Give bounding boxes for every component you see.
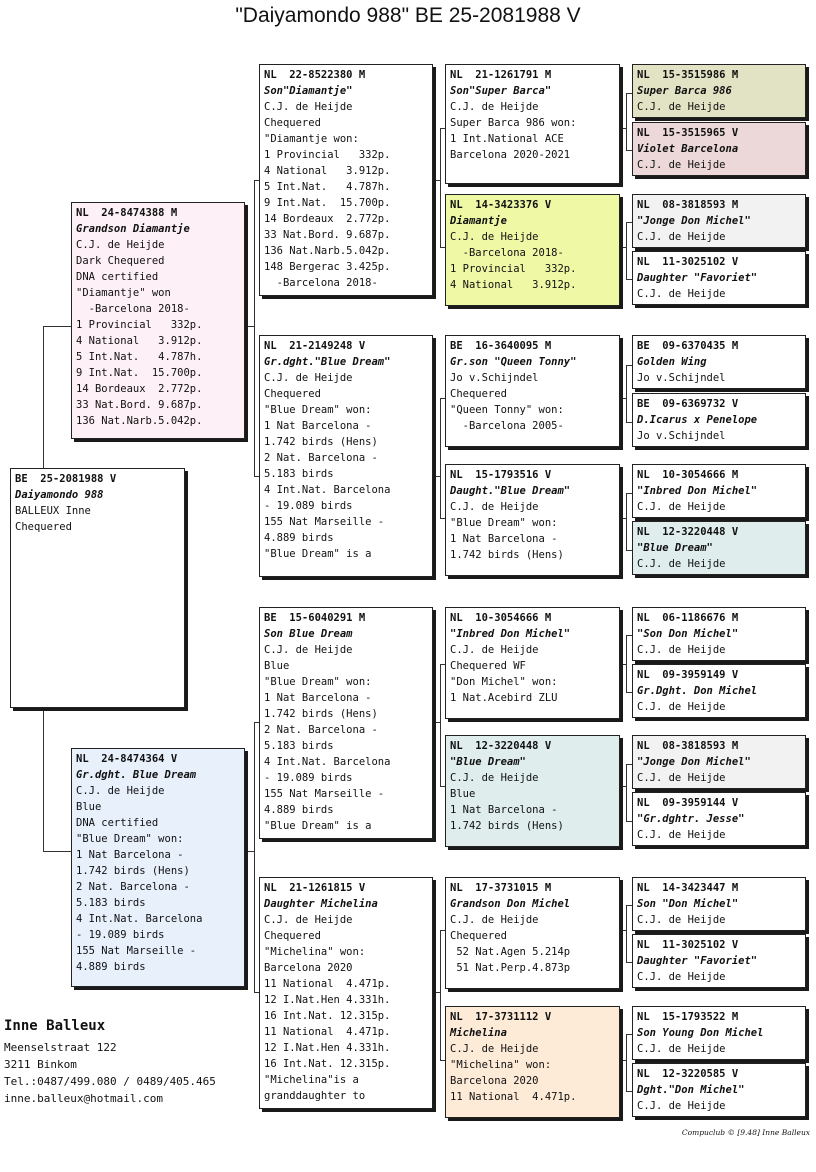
pedigree-title: "Daiyamondo 988" BE 25-2081988 V	[235, 4, 581, 27]
ring-number: BE 15-6040291 M	[264, 612, 366, 624]
pigeon-info-line: 2 Nat. Barcelona -	[264, 724, 378, 736]
ring-number: NL 21-1261815 V	[264, 882, 366, 894]
pigeon-info-line: 11 National 4.471p.	[264, 1026, 391, 1038]
pigeon-info-line: 1 Int.National ACE	[450, 133, 564, 145]
pigeon-card-mmf[interactable]	[445, 877, 620, 989]
ring-number: NL 08-3818593 M	[637, 740, 739, 752]
pigeon-name: Grandson Don Michel	[450, 898, 571, 910]
pigeon-info-line: C.J. de Heijde	[637, 101, 726, 113]
pigeon-info-line: - 19.089 birds	[264, 500, 353, 512]
pigeon-info-line: DNA certified	[76, 817, 159, 829]
pigeon-info-line: Jo v.Schijndel	[450, 372, 539, 384]
pigeon-name: Son"Diamantje"	[264, 85, 353, 97]
pigeon-info-line: C.J. de Heijde	[76, 239, 165, 251]
pigeon-name: "Jonge Don Michel"	[637, 215, 751, 227]
pigeon-info-line: 11 National 4.471p.	[450, 1091, 577, 1103]
pigeon-info-line: 16 Int.Nat. 12.315p.	[264, 1058, 391, 1070]
pigeon-info-line: - 19.089 birds	[76, 929, 165, 941]
pigeon-info-line: 1 Nat Barcelona -	[76, 849, 184, 861]
pigeon-info-line: 5 Int.Nat. 4.787h.	[76, 351, 203, 363]
pigeon-info-line: C.J. de Heijde	[450, 231, 539, 243]
pigeon-info-line: Blue	[264, 660, 290, 672]
ring-number: BE 25-2081988 V	[15, 473, 117, 485]
pigeon-info-line: 1.742 birds (Hens)	[264, 436, 378, 448]
ring-number: NL 15-3515986 M	[637, 69, 739, 81]
pigeon-name: Daiyamondo 988	[15, 489, 104, 501]
ring-number: BE 16-3640095 M	[450, 340, 552, 352]
pigeon-info-line: "Queen Tonny" won:	[450, 404, 564, 416]
pigeon-name: Grandson Diamantje	[76, 223, 190, 235]
pigeon-info-line: 1.742 birds (Hens)	[76, 865, 190, 877]
pigeon-info-line: 1 Provincial 332p.	[76, 319, 203, 331]
pigeon-card-subject[interactable]	[10, 468, 185, 708]
pigeon-info-line: 4 National 3.912p.	[76, 335, 203, 347]
pigeon-info-line: DNA certified	[76, 271, 159, 283]
pigeon-info-line: 1 Nat.Acebird ZLU	[450, 692, 558, 704]
pigeon-name: Son Blue Dream	[264, 628, 353, 640]
pigeon-info-line: 9 Int.Nat. 15.700p.	[76, 367, 203, 379]
pigeon-info-line: 1 Nat Barcelona -	[450, 804, 558, 816]
ring-number: NL 24-8474364 V	[76, 753, 178, 765]
pigeon-info-line: 4.889 birds	[264, 532, 334, 544]
pigeon-name: Daughter "Favoriet"	[637, 955, 758, 967]
footer-credit: Compuclub © [9.48] Inne Balleux	[681, 1128, 810, 1137]
pigeon-info-line: 1 Provincial 332p.	[264, 149, 391, 161]
pigeon-info-line: C.J. de Heijde	[637, 558, 726, 570]
pigeon-info-line: 2 Nat. Barcelona -	[76, 881, 190, 893]
pigeon-info-line: 4.889 birds	[76, 961, 146, 973]
ring-number: BE 09-6369732 V	[637, 398, 739, 410]
pigeon-name: Gr.Dght. Don Michel	[637, 685, 758, 697]
pigeon-info-line: C.J. de Heijde	[450, 644, 539, 656]
pigeon-info-line: 4 National 3.912p.	[450, 279, 577, 291]
ring-number: NL 06-1186676 M	[637, 612, 739, 624]
pigeon-name: Daught."Blue Dream"	[450, 485, 571, 497]
pigeon-info-line: 1 Nat Barcelona -	[450, 533, 558, 545]
pigeon-card-mff[interactable]	[445, 607, 620, 719]
pigeon-info-line: 1.742 birds (Hens)	[450, 820, 564, 832]
pigeon-name: D.Icarus x Penelope	[637, 414, 758, 426]
pigeon-info-line: Chequered	[450, 930, 507, 942]
pigeon-info-line: 11 National 4.471p.	[264, 978, 391, 990]
pigeon-name: Son "Don Michel"	[637, 898, 739, 910]
pigeon-card-g14[interactable]	[632, 934, 806, 988]
pigeon-info-line: C.J. de Heijde	[264, 644, 353, 656]
pigeon-info-line: 4 Int.Nat. Barcelona	[76, 913, 203, 925]
ring-number: NL 21-2149248 V	[264, 340, 366, 352]
pigeon-info-line: 155 Nat Marseille -	[264, 788, 385, 800]
ring-number: NL 12-3220448 V	[450, 740, 552, 752]
pigeon-name: "Son Don Michel"	[637, 628, 739, 640]
ring-number: NL 15-3515965 V	[637, 127, 739, 139]
pigeon-name: "Blue Dream"	[637, 542, 713, 554]
pigeon-card-g16[interactable]	[632, 1063, 806, 1117]
pigeon-name: Dght."Don Michel"	[637, 1084, 745, 1096]
pigeon-info-line: 4 Int.Nat. Barcelona	[264, 756, 391, 768]
pigeon-name: Daughter Michelina	[264, 898, 378, 910]
pigeon-info-line: Dark Chequered	[76, 255, 165, 267]
pigeon-info-line: 1 Nat Barcelona -	[264, 692, 372, 704]
pigeon-info-line: Barcelona 2020-2021	[450, 149, 571, 161]
pigeon-info-line: "Blue Dream" won:	[76, 833, 184, 845]
pigeon-info-line: 1.742 birds (Hens)	[450, 549, 564, 561]
pigeon-info-line: "Michelina" won:	[264, 946, 366, 958]
pigeon-info-line: "Diamantje won:	[264, 133, 359, 145]
pigeon-card-father[interactable]	[71, 202, 245, 439]
pigeon-info-line: 4 Int.Nat. Barcelona	[264, 484, 391, 496]
owner-name: Inne Balleux	[4, 1018, 106, 1034]
pigeon-name: Gr.dght. Blue Dream	[76, 769, 197, 781]
pigeon-info-line: Blue	[450, 788, 476, 800]
pigeon-info-line: 51 Nat.Perp.4.873p	[450, 962, 571, 974]
pigeon-info-line: C.J. de Heijde	[637, 829, 726, 841]
pigeon-info-line: Chequered	[450, 388, 507, 400]
pigeon-name: Son"Super Barca"	[450, 85, 552, 97]
pigeon-info-line: Barcelona 2020	[264, 962, 353, 974]
ring-number: NL 12-3220448 V	[637, 526, 739, 538]
pigeon-card-fmm[interactable]	[445, 464, 620, 576]
pigeon-info-line: C.J. de Heijde	[637, 501, 726, 513]
pigeon-info-line: 9 Int.Nat. 15.700p.	[264, 197, 391, 209]
pigeon-name: "Inbred Don Michel"	[450, 628, 571, 640]
pigeon-info-line: C.J. de Heijde	[637, 701, 726, 713]
pigeon-info-line: 14 Bordeaux 2.772p.	[76, 383, 203, 395]
pigeon-info-line: 5 Int.Nat. 4.787h.	[264, 181, 391, 193]
ring-number: NL 09-3959144 V	[637, 797, 739, 809]
pigeon-name: Golden Wing	[637, 356, 707, 368]
owner-phone: Tel.:0487/499.080 / 0489/405.465	[4, 1075, 216, 1088]
pigeon-info-line: 5.183 birds	[76, 897, 146, 909]
pigeon-name: Diamantje	[450, 215, 507, 227]
pigeon-info-line: Jo v.Schijndel	[637, 372, 726, 384]
pigeon-card-g9[interactable]	[632, 607, 806, 661]
pigeon-info-line: -Barcelona 2018-	[76, 303, 190, 315]
owner-email[interactable]: inne.balleux@hotmail.com	[4, 1092, 163, 1105]
pigeon-info-line: 1 Provincial 332p.	[450, 263, 577, 275]
pigeon-info-line: C.J. de Heijde	[76, 785, 165, 797]
ring-number: NL 17-3731112 V	[450, 1011, 552, 1023]
pigeon-info-line: "Blue Dream" won:	[264, 676, 372, 688]
pigeon-info-line: Chequered	[264, 388, 321, 400]
pigeon-name: "Blue Dream"	[450, 756, 526, 768]
pigeon-info-line: C.J. de Heijde	[637, 159, 726, 171]
ring-number: NL 17-3731015 M	[450, 882, 552, 894]
pigeon-info-line: C.J. de Heijde	[637, 231, 726, 243]
pigeon-info-line: -Barcelona 2005-	[450, 420, 564, 432]
pigeon-info-line: Chequered WF	[450, 660, 526, 672]
owner-address: Meenselstraat 122	[4, 1041, 117, 1054]
pigeon-info-line: C.J. de Heijde	[637, 971, 726, 983]
pigeon-info-line: 1.742 birds (Hens)	[264, 708, 378, 720]
pigeon-info-line: 4 National 3.912p.	[264, 165, 391, 177]
pigeon-info-line: C.J. de Heijde	[264, 101, 353, 113]
pigeon-card-mf[interactable]	[259, 607, 433, 839]
pigeon-info-line: 4.889 birds	[264, 804, 334, 816]
pigeon-card-g1[interactable]	[632, 64, 806, 118]
pigeon-card-fm[interactable]	[259, 335, 433, 577]
ring-number: NL 09-3959149 V	[637, 669, 739, 681]
pigeon-info-line: Chequered	[264, 117, 321, 129]
pigeon-info-line: "Michelina"is a	[264, 1074, 359, 1086]
pigeon-card-g2[interactable]	[632, 122, 806, 176]
pigeon-info-line: "Diamantje" won	[76, 287, 171, 299]
pigeon-info-line: 33 Nat.Bord. 9.687p.	[264, 229, 391, 241]
pigeon-info-line: C.J. de Heijde	[264, 372, 353, 384]
pigeon-info-line: -Barcelona 2018-	[450, 247, 564, 259]
pigeon-card-g3[interactable]	[632, 194, 806, 248]
pigeon-info-line: C.J. de Heijde	[450, 914, 539, 926]
pigeon-card-g11[interactable]	[632, 735, 806, 789]
pigeon-info-line: -Barcelona 2018-	[264, 277, 378, 289]
pigeon-info-line: Blue	[76, 801, 102, 813]
ring-number: NL 11-3025102 V	[637, 939, 739, 951]
pigeon-name: "Inbred Don Michel"	[637, 485, 758, 497]
pigeon-info-line: 16 Int.Nat. 12.315p.	[264, 1010, 391, 1022]
pigeon-info-line: C.J. de Heijde	[637, 1100, 726, 1112]
ring-number: NL 10-3054666 M	[637, 469, 739, 481]
pigeon-info-line: 12 I.Nat.Hen 4.331h.	[264, 1042, 391, 1054]
pigeon-info-line: 136 Nat.Narb.5.042p.	[76, 415, 203, 427]
pigeon-info-line: "Blue Dream" won:	[450, 517, 558, 529]
pigeon-name: Gr.son "Queen Tonny"	[450, 356, 577, 368]
pigeon-info-line: - 19.089 birds	[264, 772, 353, 784]
pigeon-name: Super Barca 986	[637, 85, 732, 97]
pigeon-info-line: C.J. de Heijde	[450, 101, 539, 113]
pigeon-info-line: Jo v.Schijndel	[637, 430, 726, 442]
pigeon-info-line: C.J. de Heijde	[637, 1043, 726, 1055]
pigeon-card-mother[interactable]	[71, 748, 245, 987]
pigeon-info-line: C.J. de Heijde	[264, 914, 353, 926]
owner-info	[4, 1018, 216, 1107]
pigeon-info-line: Chequered	[264, 930, 321, 942]
pigeon-info-line: C.J. de Heijde	[637, 644, 726, 656]
pigeon-name: Gr.dght."Blue Dream"	[264, 356, 391, 368]
pigeon-info-line: 1 Nat Barcelona -	[264, 420, 372, 432]
ring-number: NL 15-1793522 M	[637, 1011, 739, 1023]
pigeon-info-line: C.J. de Heijde	[450, 501, 539, 513]
pigeon-card-ffm[interactable]	[445, 194, 620, 306]
pigeon-name: Son Young Don Michel	[637, 1027, 764, 1039]
pigeon-info-line: C.J. de Heijde	[637, 772, 726, 784]
pigeon-info-line: 148 Bergerac 3.425p.	[264, 261, 391, 273]
pigeon-card-g13[interactable]	[632, 877, 806, 931]
pigeon-name: Violet Barcelona	[637, 143, 739, 155]
pigeon-card-g12[interactable]	[632, 792, 806, 846]
pigeon-card-fmf[interactable]	[445, 335, 620, 447]
ring-number: NL 08-3818593 M	[637, 199, 739, 211]
pigeon-info-line: 12 I.Nat.Hen 4.331h.	[264, 994, 391, 1006]
ring-number: NL 14-3423376 V	[450, 199, 552, 211]
pigeon-name: "Gr.dghtr. Jesse"	[637, 813, 745, 825]
pigeon-name: Michelina	[450, 1027, 507, 1039]
pigeon-card-g10[interactable]	[632, 664, 806, 718]
pigeon-card-g6[interactable]	[632, 393, 806, 447]
ring-number: NL 12-3220585 V	[637, 1068, 739, 1080]
pigeon-info-line: Barcelona 2020	[450, 1075, 539, 1087]
pigeon-info-line: 5.183 birds	[264, 740, 334, 752]
pigeon-info-line: 155 Nat Marseille -	[76, 945, 197, 957]
ring-number: NL 14-3423447 M	[637, 882, 739, 894]
pigeon-info-line: 155 Nat Marseille -	[264, 516, 385, 528]
pigeon-card-fff[interactable]	[445, 64, 620, 184]
ring-number: NL 21-1261791 M	[450, 69, 552, 81]
pigeon-info-line: "Blue Dream" is a	[264, 548, 372, 560]
pigeon-card-g5[interactable]	[632, 335, 806, 389]
pigeon-card-g4[interactable]	[632, 251, 806, 305]
pigeon-card-mm[interactable]	[259, 877, 433, 1109]
pigeon-name: "Jonge Don Michel"	[637, 756, 751, 768]
pigeon-info-line: 2 Nat. Barcelona -	[264, 452, 378, 464]
pigeon-card-mfm[interactable]	[445, 735, 620, 847]
pigeon-info-line: C.J. de Heijde	[637, 914, 726, 926]
owner-city: 3211 Binkom	[4, 1058, 77, 1071]
pigeon-card-mmm[interactable]	[445, 1006, 620, 1118]
pigeon-name: Daughter "Favoriet"	[637, 272, 758, 284]
ring-number: NL 15-1793516 V	[450, 469, 552, 481]
pigeon-info-line: 136 Nat.Narb.5.042p.	[264, 245, 391, 257]
ring-number: NL 22-8522380 M	[264, 69, 366, 81]
pigeon-info-line: BALLEUX Inne	[15, 505, 91, 517]
pigeon-info-line: "Blue Dream" won:	[264, 404, 372, 416]
pigeon-info-line: C.J. de Heijde	[450, 772, 539, 784]
pigeon-card-g15[interactable]	[632, 1006, 806, 1060]
pigeon-info-line: Chequered	[15, 521, 72, 533]
pigeon-card-ff[interactable]	[259, 64, 433, 296]
pigeon-info-line: 33 Nat.Bord. 9.687p.	[76, 399, 203, 411]
pigeon-card-g8[interactable]	[632, 521, 806, 575]
pigeon-info-line: C.J. de Heijde	[637, 288, 726, 300]
pigeon-info-line: "Michelina" won:	[450, 1059, 552, 1071]
pigeon-info-line: granddaughter to	[264, 1090, 366, 1102]
ring-number: NL 11-3025102 V	[637, 256, 739, 268]
ring-number: NL 10-3054666 M	[450, 612, 552, 624]
pigeon-info-line: 5.183 birds	[264, 468, 334, 480]
pigeon-info-line: "Don Michel" won:	[450, 676, 558, 688]
pigeon-info-line: Super Barca 986 won:	[450, 117, 577, 129]
pigeon-card-g7[interactable]	[632, 464, 806, 518]
pigeon-info-line: "Blue Dream" is a	[264, 820, 372, 832]
ring-number: BE 09-6370435 M	[637, 340, 739, 352]
ring-number: NL 24-8474388 M	[76, 207, 178, 219]
pigeon-info-line: 14 Bordeaux 2.772p.	[264, 213, 391, 225]
pigeon-info-line: C.J. de Heijde	[450, 1043, 539, 1055]
pigeon-info-line: 52 Nat.Agen 5.214p	[450, 946, 571, 958]
